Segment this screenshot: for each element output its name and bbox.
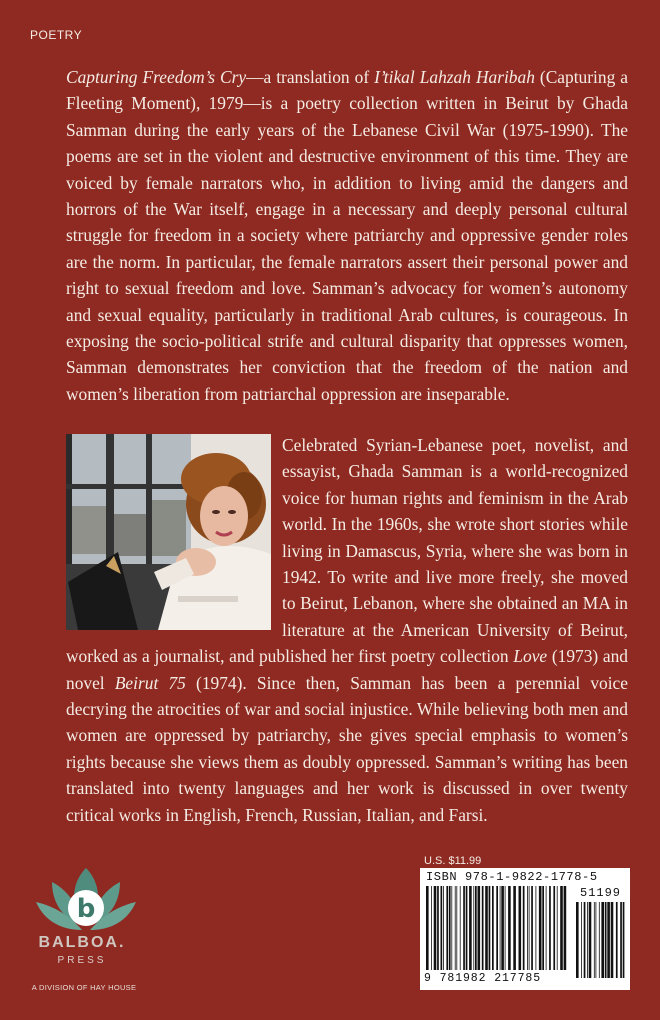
description-text: —a translation of bbox=[246, 67, 375, 87]
barcode-bar bbox=[527, 886, 528, 970]
barcode-bar bbox=[513, 886, 516, 970]
barcode-bar bbox=[485, 886, 488, 970]
barcode-bar bbox=[492, 886, 494, 970]
barcode-bar bbox=[475, 886, 477, 970]
barcode-bar bbox=[523, 886, 525, 970]
barcode-bar bbox=[451, 886, 452, 970]
isbn-barcode bbox=[420, 868, 630, 990]
barcode-bar bbox=[446, 886, 448, 970]
barcode-bar bbox=[456, 886, 457, 970]
barcode-addon-bars bbox=[576, 902, 626, 978]
barcode-bar bbox=[489, 886, 491, 970]
price-code: 51199 bbox=[580, 886, 622, 900]
barcode-bar bbox=[546, 886, 547, 970]
barcode-digits: 9 781982 217785 bbox=[424, 972, 542, 985]
barcode-bar bbox=[587, 902, 588, 978]
barcode-bar bbox=[539, 886, 542, 970]
barcode-bar bbox=[542, 886, 544, 970]
bio-text: Celebrated Syrian-Lebanese poet, novelist, and essayist, Ghada Samman is a world-recognized voice for human rights and feminism in the Arab world. In the 1960s, she wrote short stories while living in Damascus, Syria, where she was born in 1942. To write and live more freely, she moved to Beirut, Lebanon, where she obtained an MA in literature at the American University of Beirut, worked as a journalist, and published her first poetry collection bbox=[66, 435, 628, 667]
barcode-bar bbox=[560, 886, 563, 970]
description-text: (Capturing a Fleeting Moment), 1979—is a poetry collection written in Beirut by Ghada Samman during the early years of the Lebanese Civil War (1975-1990). The poems are set in the violent and destructive environment of this time. They are voiced by female narrators who, in addition to living amid the dangers and horrors of the War itself, engage in a necessary and deeply personal cultural struggle for freedom in a society where patriarchy and oppressive gender roles are the norm. In particular, the female narrators assert their personal power and right to sexual freedom and love. Samman’s advocacy for women’s autonomy and sexual equality, particularly in traditional Arab cultures, is courageous. In exposing the socio-political strife and cultural disparity that oppresses women, Samman demonstrates her conviction that the freedom of the nation and women’s liberation from patriarchal oppression are inseparable. bbox=[66, 67, 628, 404]
barcode-bar bbox=[426, 886, 429, 970]
lotus-icon bbox=[26, 862, 146, 942]
barcode-bar bbox=[607, 902, 610, 978]
barcode-bar bbox=[581, 902, 582, 978]
barcode-bar bbox=[576, 902, 579, 978]
barcode-bar bbox=[431, 886, 432, 970]
barcode-bar bbox=[508, 886, 511, 970]
publisher-press: PRESS bbox=[57, 955, 107, 966]
barcode-bar bbox=[437, 886, 439, 970]
barcode-bar bbox=[589, 902, 592, 978]
barcode-bar bbox=[529, 886, 530, 970]
barcode-bar bbox=[434, 886, 437, 970]
barcode-bar bbox=[531, 886, 533, 970]
barcode-bar bbox=[478, 886, 481, 970]
book-description bbox=[66, 64, 628, 407]
barcode-bar bbox=[620, 902, 622, 978]
barcode-bar bbox=[441, 886, 443, 970]
barcode-bar bbox=[455, 886, 456, 970]
barcode-bar bbox=[584, 902, 586, 978]
barcode-main-bars bbox=[426, 886, 568, 970]
barcode-bar bbox=[549, 886, 551, 970]
book-title-english: Capturing Freedom’s Cry bbox=[66, 67, 247, 87]
publisher-logo bbox=[26, 862, 146, 994]
barcode-bar bbox=[601, 902, 604, 978]
barcode-bar bbox=[623, 902, 625, 978]
price-label: U.S. $11.99 bbox=[424, 855, 482, 867]
barcode-bar bbox=[519, 886, 522, 970]
barcode-bar bbox=[449, 886, 451, 970]
barcode-bar bbox=[557, 886, 558, 970]
publisher-division: A DIVISION OF HAY HOUSE bbox=[31, 983, 137, 992]
barcode-bar bbox=[500, 886, 501, 970]
barcode-bar bbox=[599, 902, 600, 978]
bio-book-title: Love bbox=[513, 646, 548, 667]
logo-letter: b bbox=[76, 894, 96, 924]
barcode-bar bbox=[594, 902, 595, 978]
barcode-bar bbox=[501, 886, 504, 970]
barcode-bar bbox=[564, 886, 567, 970]
barcode-bar bbox=[460, 886, 461, 970]
barcode-bar bbox=[496, 886, 498, 970]
barcode-bar bbox=[466, 886, 468, 970]
isbn-label: ISBN 978-1-9822-1778-5 bbox=[426, 870, 598, 884]
barcode-bar bbox=[616, 902, 618, 978]
barcode-bar bbox=[553, 886, 555, 970]
barcode-bar bbox=[473, 886, 474, 970]
publisher-name: BALBOA. bbox=[38, 934, 126, 951]
barcode-bar bbox=[443, 886, 444, 970]
barcode-bar bbox=[482, 886, 484, 970]
barcode-bar bbox=[605, 902, 607, 978]
bio-text: (1974). Since then, Samman has been a perennial voice decrying the atrocities of war and social injustice. While believing both men and women are oppressed by patriarchy, she gives special emphasis to women’s rights because she views them as doubly oppressed. Samman’s writing has been translated into twenty languages and her work is discussed in over twenty critical works in English, French, Russian, Italian, and Farsi. bbox=[66, 672, 628, 825]
author-bio bbox=[66, 432, 628, 828]
bio-text: (1973) and novel bbox=[66, 646, 629, 693]
barcode-bar bbox=[505, 886, 506, 970]
barcode-bar bbox=[536, 886, 537, 970]
bio-book-title: Beirut 75 bbox=[114, 672, 186, 693]
barcode-bar bbox=[469, 886, 472, 970]
barcode-bar bbox=[596, 902, 597, 978]
genre-label: POETRY bbox=[30, 28, 83, 42]
barcode-bar bbox=[463, 886, 465, 970]
book-title-arabic: I’tikal Lahzah Haribah bbox=[374, 67, 535, 87]
barcode-bar bbox=[611, 902, 614, 978]
